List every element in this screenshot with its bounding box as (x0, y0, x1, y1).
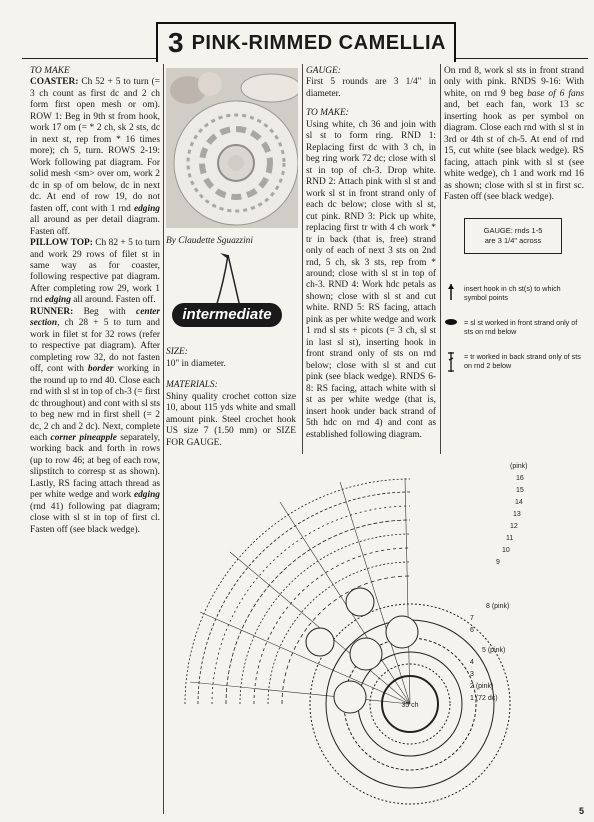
gauge-box (464, 218, 562, 254)
round-label: 3 (470, 671, 474, 678)
round-label: 16 (516, 475, 524, 482)
gauge-heading: GAUGE: (306, 66, 341, 76)
materials-heading: MATERIALS: (166, 380, 218, 391)
round-label: 13 (513, 511, 521, 518)
round-label: 14 (515, 499, 523, 506)
pillow-instructions (30, 238, 160, 307)
difficulty-badge: intermediate (172, 303, 282, 327)
round-label: 8 (pink) (486, 603, 510, 610)
gauge-box-line-2: are 3 1/4" across (484, 235, 542, 245)
runner-edging: edging (133, 490, 160, 501)
designer-credit: By Claudette Sguazzini (166, 236, 253, 246)
instructions-column-2 (166, 66, 296, 449)
round-label: 7 (470, 615, 474, 622)
legend-text: insert hook in ch st(s) to which symbol points (464, 283, 561, 302)
materials-text: Shiny quality crochet cotton size 10, about 115 yds white and small amount pink. Steel crochet hook US size 7 (1.50 mm) or SIZE FOR GAUGE. (166, 391, 296, 448)
round-label: 9 (496, 559, 500, 566)
runner-text: Beg with (83, 306, 126, 317)
round-label: 10 (502, 547, 510, 554)
size-text: 10" in diameter. (166, 358, 226, 369)
section-heading: TO MAKE (30, 66, 70, 76)
runner-text-2: , ch 28 + 5 to turn and work in filet st for 32 rows (refer to respective pat diagram). After completing row 32, do not fasten off, cont with (30, 318, 160, 375)
coaster-instructions (30, 77, 160, 238)
treble-icon (444, 352, 458, 372)
fan-spokes (190, 478, 410, 704)
tomake-heading: TO MAKE: (306, 108, 349, 119)
round-label: 12 (510, 523, 518, 530)
runner-border: border (87, 364, 114, 375)
fan-rounds (185, 479, 410, 704)
round-label: 5 (pink) (482, 647, 506, 654)
round-label: 4 (470, 659, 474, 666)
runner-text-3: working in the round up to rnd 40. Close each rnd with sl st in top of ch-3 (= first dc throughout) and cont with sl sts to beg new rnd in first shell (= 2 dc, 2 ch and 2 dc). Next, complete each (30, 364, 161, 443)
legend-row (444, 318, 584, 336)
round-label: 2 (pink) (470, 683, 494, 690)
pillow-edging: edging (44, 295, 71, 306)
coaster-text: Ch 52 + 5 to turn (= 3 ch count as first dc and 2 ch form first open mesh or om). ROW 1: Beg in 9th st from hook, work 17 om (= * 2 ch, sk 2 sts, dc in next st, rep from * 16 times more); ch 5, turn. ROWS 2-19: Work following pat diagram. For solid mesh <sm> over om, work 2 dc in sp of om below, dc in next dc. At end of row 19, do not fasten off, cont with 1 rnd (30, 77, 160, 214)
coaster-label: COASTER: (30, 77, 79, 88)
gauge-text: First 5 rounds are 3 1/4" in diameter. (306, 77, 436, 99)
round-label: 1 (72 dc) (470, 695, 498, 702)
symbol-legend (444, 284, 584, 372)
column-divider (440, 64, 441, 454)
coaster-edging: edging (133, 203, 160, 214)
slip-stitch-icon (444, 318, 458, 326)
round-label: 11 (506, 535, 514, 542)
runner-label: RUNNER: (30, 306, 74, 317)
legend-row (444, 284, 584, 302)
page-number: 5 (578, 806, 584, 816)
pillow-label: PILLOW TOP: (30, 238, 93, 249)
pattern-number: 3 (168, 27, 184, 58)
runner-corner-pineapple: corner pineapple (50, 433, 117, 443)
runner-text-5: (rnd 41) following pat diagram; close with sl st in top of first cl. Fasten off (see black wedge). (30, 501, 160, 535)
doily-photo-image (166, 68, 298, 228)
tomake-text: Using white, ch 36 and join with sl st to form ring. RND 1: Replacing first dc with 3 ch, in beg ring work 72 dc; close with sl st in top of ch-3. Drop white. RND 2: Attach pink with sl st and work sl st in front strand only of each dc below; close with sl st, cut pink. RND 3: Pick up white, replacing first tr with 4 ch work * tr in back (that is, free) strand only of each of next 3 sts on 2nd rnd, 5 ch, sk 3 sts, rep from * around; close with sl st in top of ch-3. RND 4: Work hdc petals as shown; close with sl st and cut white. RND 5: RS facing, attach pink as per white wedge and work 1 rnd sl sts + picots (= 3 ch, sl st in last sl st), inserting hook in front strand only of sts on rnd below; close with sl st and cut pink (see black wedge). RNDS 6-8: RS facing, attach white with sl st as per white wedge (that is, insert hook under back strand of 5th hdc on rnd 4) and cont as established following diagram. (306, 119, 436, 440)
gauge-box-line-1: GAUGE: rnds 1-5 (483, 226, 543, 236)
runner-center-section: center section (30, 306, 160, 329)
instructions-column-4 (444, 66, 584, 372)
round-label: (pink) (510, 463, 528, 470)
pattern-header (156, 22, 456, 62)
center-chain-label: 35 ch (401, 702, 419, 709)
petal-loops (306, 588, 418, 713)
skill-level (166, 251, 296, 341)
pillow-tail: all around. Fasten off. (73, 295, 156, 306)
column-divider (302, 64, 303, 454)
continuation-text-1: On rnd 8, work sl sts in front strand only with pink. RNDS 9-16: With white, on rnd 9 beg (444, 66, 584, 99)
legend-text: = sl st worked in front strand only of sts on rnd below (464, 317, 578, 336)
base-of-fans: base of 6 fans (527, 88, 584, 99)
runner-instructions (30, 307, 160, 536)
round-label: 6 (470, 627, 474, 634)
doily-photo (166, 68, 298, 228)
instructions-column-1 (30, 66, 160, 536)
legend-text: = tr worked in back strand only of sts on rnd 2 below (464, 351, 581, 370)
instructions-column-3 (306, 66, 436, 441)
crochet-diagram-image (170, 442, 590, 812)
coaster-tail: all around as per detail diagram. Fasten off. (30, 215, 160, 237)
crochet-diagram (170, 442, 590, 812)
continuation-text (444, 66, 584, 204)
round-label: 15 (516, 487, 524, 494)
pillow-text: Ch 82 + 5 to turn and work 29 rows of filet st in same way as for coaster, following respective pat diagram. After completing row 29, work 1 rnd (30, 238, 161, 306)
column-divider (163, 64, 164, 814)
size-heading: SIZE: (166, 347, 188, 358)
insert-hook-icon (444, 284, 458, 300)
pattern-title: PINK-RIMMED CAMELLIA (191, 31, 447, 54)
continuation-text-2: and, bet each fan, work 13 sc inserting hook as per symbol on diagram. Close each rnd with sl st in 3rd or 4th st of ch-5. At end of rnd 15, cut white (see black wedge). RS facing, attach pink with sl st (see white wedge), ch 1 and work rnd 16 as shown; close with sl st in first sc. Fasten off (see black wedge). (444, 100, 584, 203)
runner-text-4: separately, working back and forth in rows (up to row 46; at beg of each row, slipstitch to corresp st as shown). Lastly, RS facing attach thread as per white wedge and work (30, 433, 160, 501)
legend-row (444, 352, 584, 372)
cherry-icon (166, 251, 296, 311)
